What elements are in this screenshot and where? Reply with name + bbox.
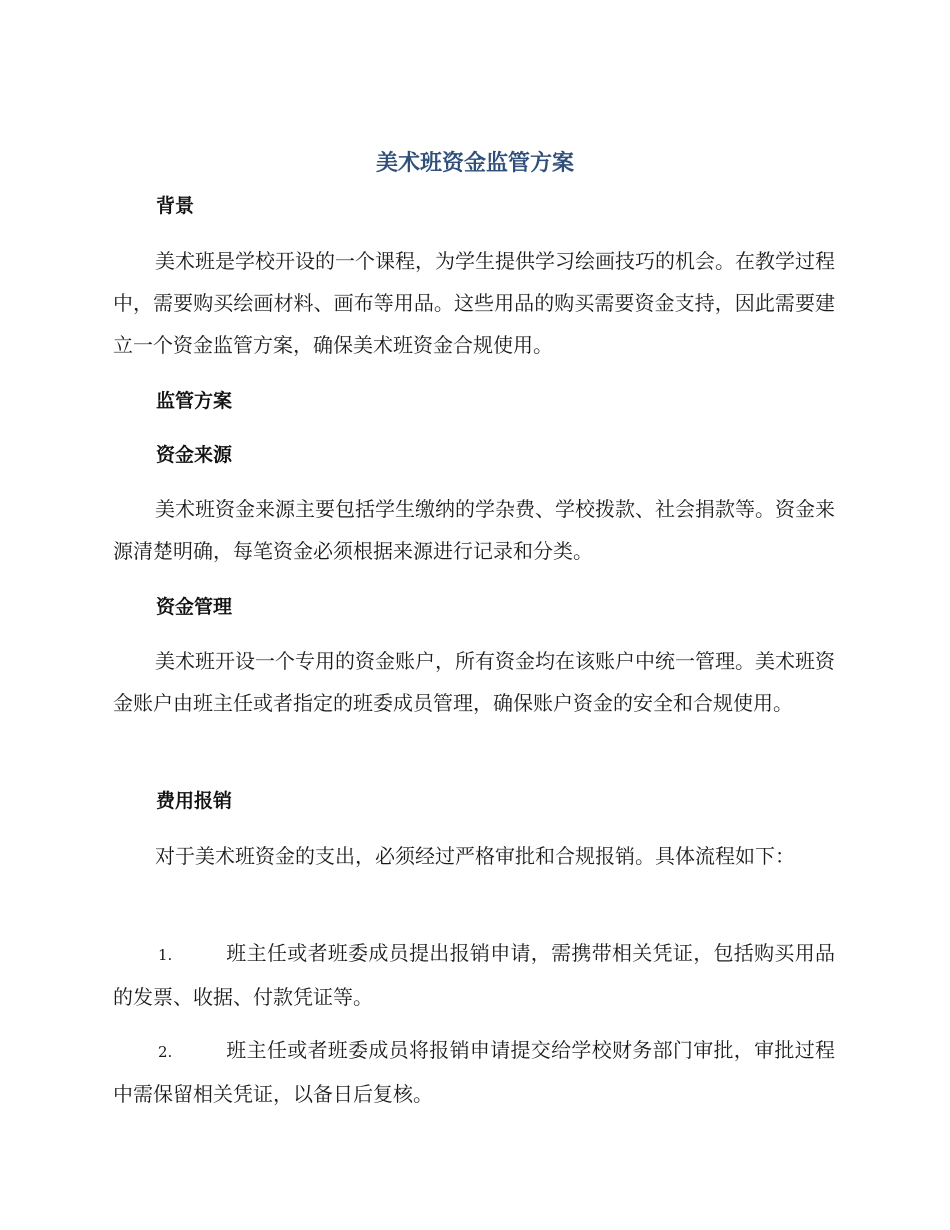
- paragraph-fund-source: 美术班资金来源主要包括学生缴纳的学杂费、学校拨款、社会捐款等。资金来源清楚明确，每笔资金必须根据来源进行记录和分类。: [113, 497, 835, 563]
- section-heading-fund-management: 资金管理: [156, 596, 233, 618]
- paragraph-fund-management: 美术班开设一个专用的资金账户，所有资金均在该账户中统一管理。美术班资金账户由班主任或者指定的班委成员管理，确保账户资金的安全和合规使用。: [113, 649, 835, 715]
- section-heading-expense-reimbursement: 费用报销: [156, 790, 233, 812]
- paragraph-background: 美术班是学校开设的一个课程，为学生提供学习绘画技巧的机会。在教学过程中，需要购买绘画材料、画布等用品。这些用品的购买需要资金支持，因此需要建立一个资金监管方案，确保美术班资金合规使用。: [113, 249, 835, 357]
- list-item-number: 1.: [158, 946, 173, 964]
- section-heading-background: 背景: [156, 195, 195, 217]
- list-item-number: 2.: [158, 1043, 173, 1061]
- section-heading-fund-source: 资金来源: [156, 444, 233, 466]
- document-title: 美术班资金监管方案: [375, 151, 574, 176]
- list-item: [113, 932, 835, 1018]
- list-item-text: 班主任或者班委成员提出报销申请，需携带相关凭证，包括购买用品的发票、收据、付款凭证等。: [113, 941, 835, 1009]
- list-item-text: 班主任或者班委成员将报销申请提交给学校财务部门审批，审批过程中需保留相关凭证，以备日后复核。: [113, 1038, 835, 1106]
- list-item: [113, 1029, 835, 1115]
- paragraph-expense-reimbursement: 对于美术班资金的支出，必须经过严格审批和合规报销。具体流程如下：: [155, 844, 795, 868]
- section-heading-supervision-plan: 监管方案: [156, 390, 233, 412]
